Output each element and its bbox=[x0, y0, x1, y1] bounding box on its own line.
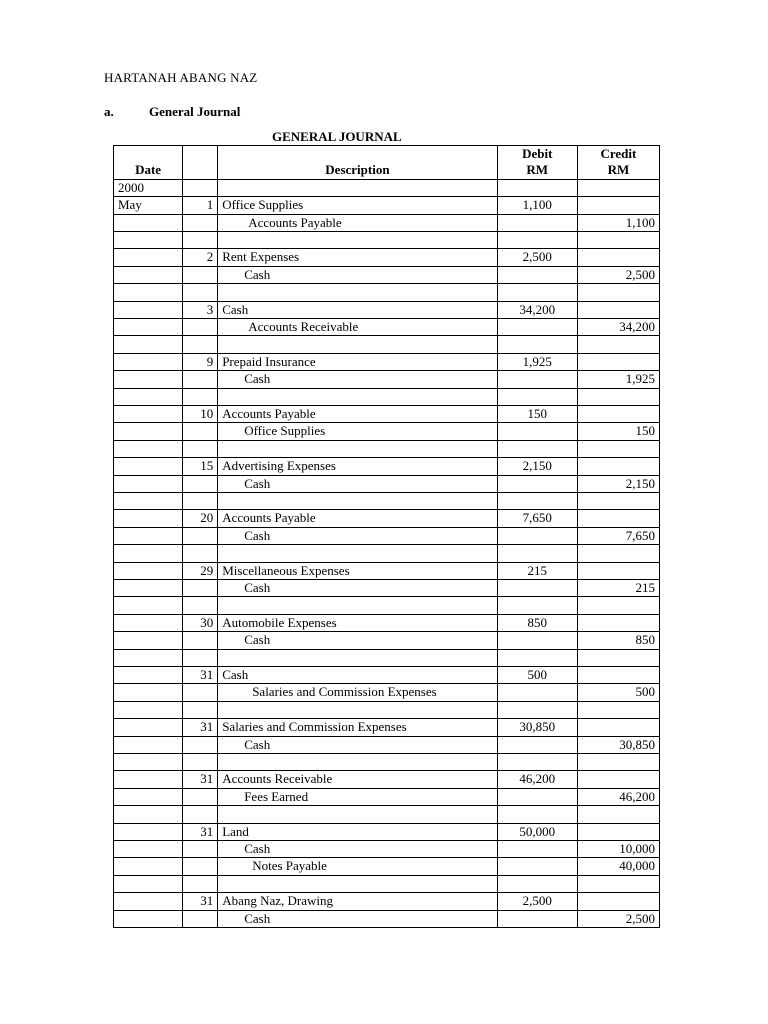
credit-account-cell: Cash bbox=[218, 475, 498, 492]
credit-account-cell: Notes Payable bbox=[218, 858, 498, 875]
credit-amount-cell: 2,500 bbox=[577, 266, 659, 283]
debit-amount-cell bbox=[497, 371, 577, 388]
journal-entry-debit-row bbox=[114, 893, 660, 910]
debit-account-cell: Abang Naz, Drawing bbox=[218, 893, 498, 910]
credit-amount-cell: 1,925 bbox=[577, 371, 659, 388]
company-name: HARTANAH ABANG NAZ bbox=[104, 70, 258, 85]
journal-entry-credit-row bbox=[114, 266, 660, 283]
credit-account-cell: Accounts Receivable bbox=[218, 319, 498, 336]
date-cell bbox=[114, 371, 183, 388]
date-cell bbox=[114, 893, 183, 910]
credit-amount-cell: 1,100 bbox=[577, 214, 659, 231]
day-cell: 31 bbox=[183, 823, 218, 840]
date-cell bbox=[114, 580, 183, 597]
journal-title: GENERAL JOURNAL bbox=[272, 129, 402, 144]
debit-amount-cell bbox=[497, 214, 577, 231]
journal-entry-debit-row bbox=[114, 197, 660, 214]
date-cell bbox=[114, 406, 183, 423]
credit-account-cell: Office Supplies bbox=[218, 423, 498, 440]
journal-entry-credit-row bbox=[114, 910, 660, 927]
day-cell bbox=[183, 266, 218, 283]
date-cell bbox=[114, 910, 183, 927]
credit-amount-cell bbox=[577, 719, 659, 736]
credit-amount-cell bbox=[577, 406, 659, 423]
debit-amount-cell: 1,925 bbox=[497, 353, 577, 370]
debit-amount-cell bbox=[497, 423, 577, 440]
day-cell: 29 bbox=[183, 562, 218, 579]
debit-amount-cell: 150 bbox=[497, 406, 577, 423]
spacer-row bbox=[114, 806, 660, 823]
journal-entry-debit-row bbox=[114, 353, 660, 370]
journal-entry-credit-row bbox=[114, 684, 660, 701]
credit-amount-cell bbox=[577, 197, 659, 214]
debit-amount-cell bbox=[497, 319, 577, 336]
credit-amount-cell: 10,000 bbox=[577, 841, 659, 858]
day-cell bbox=[183, 319, 218, 336]
journal-entry-credit-row bbox=[114, 736, 660, 753]
date-cell bbox=[114, 319, 183, 336]
spacer-row bbox=[114, 232, 660, 249]
date-cell bbox=[114, 841, 183, 858]
credit-account-cell: Cash bbox=[218, 371, 498, 388]
date-cell bbox=[114, 632, 183, 649]
date-cell bbox=[114, 823, 183, 840]
date-cell bbox=[114, 353, 183, 370]
date-cell bbox=[114, 527, 183, 544]
year-row bbox=[114, 179, 660, 196]
credit-account-cell: Cash bbox=[218, 841, 498, 858]
day-cell bbox=[183, 684, 218, 701]
date-cell bbox=[114, 249, 183, 266]
credit-amount-cell: 850 bbox=[577, 632, 659, 649]
debit-amount-cell: 2,500 bbox=[497, 249, 577, 266]
day-cell: 31 bbox=[183, 771, 218, 788]
debit-amount-cell: 2,500 bbox=[497, 893, 577, 910]
debit-amount-cell: 30,850 bbox=[497, 719, 577, 736]
debit-amount-cell bbox=[497, 475, 577, 492]
spacer-row bbox=[114, 875, 660, 892]
debit-account-cell: Land bbox=[218, 823, 498, 840]
debit-account-cell: Miscellaneous Expenses bbox=[218, 562, 498, 579]
spacer-row bbox=[114, 336, 660, 353]
date-cell bbox=[114, 301, 183, 318]
spacer-row bbox=[114, 754, 660, 771]
year-cell: 2000 bbox=[114, 179, 183, 196]
spacer-row bbox=[114, 545, 660, 562]
date-cell bbox=[114, 788, 183, 805]
credit-amount-cell bbox=[577, 667, 659, 684]
date-cell bbox=[114, 771, 183, 788]
debit-account-cell: Automobile Expenses bbox=[218, 614, 498, 631]
credit-amount-cell: 40,000 bbox=[577, 858, 659, 875]
journal-entry-debit-row bbox=[114, 771, 660, 788]
day-cell: 31 bbox=[183, 667, 218, 684]
date-cell bbox=[114, 266, 183, 283]
journal-entry-credit-row bbox=[114, 423, 660, 440]
day-cell: 3 bbox=[183, 301, 218, 318]
journal-entry-debit-row bbox=[114, 406, 660, 423]
day-cell: 10 bbox=[183, 406, 218, 423]
journal-entry-debit-row bbox=[114, 249, 660, 266]
journal-entry-credit-row bbox=[114, 214, 660, 231]
general-journal-table bbox=[113, 145, 660, 928]
debit-account-cell: Accounts Payable bbox=[218, 510, 498, 527]
credit-amount-cell: 34,200 bbox=[577, 319, 659, 336]
credit-amount-cell: 150 bbox=[577, 423, 659, 440]
credit-account-cell: Cash bbox=[218, 527, 498, 544]
credit-account-cell: Cash bbox=[218, 736, 498, 753]
spacer-row bbox=[114, 597, 660, 614]
journal-entry-credit-row bbox=[114, 841, 660, 858]
credit-account-cell: Cash bbox=[218, 580, 498, 597]
spacer-row bbox=[114, 388, 660, 405]
table-header-row bbox=[114, 146, 660, 180]
day-header bbox=[183, 146, 218, 180]
day-cell bbox=[183, 841, 218, 858]
credit-amount-cell bbox=[577, 614, 659, 631]
date-cell bbox=[114, 736, 183, 753]
credit-account-cell: Cash bbox=[218, 266, 498, 283]
journal-entry-debit-row bbox=[114, 562, 660, 579]
date-cell bbox=[114, 684, 183, 701]
debit-amount-cell: 850 bbox=[497, 614, 577, 631]
journal-entry-credit-row bbox=[114, 632, 660, 649]
day-cell bbox=[183, 214, 218, 231]
debit-account-cell: Rent Expenses bbox=[218, 249, 498, 266]
debit-account-cell: Office Supplies bbox=[218, 197, 498, 214]
description-header: Description bbox=[218, 146, 498, 180]
day-cell bbox=[183, 580, 218, 597]
debit-amount-cell: 46,200 bbox=[497, 771, 577, 788]
credit-amount-cell: 2,500 bbox=[577, 910, 659, 927]
debit-account-cell: Prepaid Insurance bbox=[218, 353, 498, 370]
debit-amount-cell bbox=[497, 910, 577, 927]
debit-account-cell: Accounts Receivable bbox=[218, 771, 498, 788]
journal-entry-credit-row bbox=[114, 580, 660, 597]
debit-amount-cell bbox=[497, 788, 577, 805]
credit-account-cell: Accounts Payable bbox=[218, 214, 498, 231]
date-cell bbox=[114, 562, 183, 579]
spacer-row bbox=[114, 649, 660, 666]
day-cell: 1 bbox=[183, 197, 218, 214]
day-cell: 9 bbox=[183, 353, 218, 370]
credit-amount-cell: 30,850 bbox=[577, 736, 659, 753]
credit-account-cell: Salaries and Commission Expenses bbox=[218, 684, 498, 701]
day-cell: 20 bbox=[183, 510, 218, 527]
credit-amount-cell: 2,150 bbox=[577, 475, 659, 492]
day-cell bbox=[183, 632, 218, 649]
journal-entry-credit-row bbox=[114, 319, 660, 336]
debit-amount-cell bbox=[497, 736, 577, 753]
debit-amount-cell: 7,650 bbox=[497, 510, 577, 527]
credit-account-cell: Cash bbox=[218, 632, 498, 649]
journal-entry-debit-row bbox=[114, 301, 660, 318]
debit-amount-cell bbox=[497, 841, 577, 858]
credit-amount-cell bbox=[577, 249, 659, 266]
date-header: Date bbox=[114, 146, 183, 180]
debit-amount-cell bbox=[497, 684, 577, 701]
debit-amount-cell bbox=[497, 580, 577, 597]
date-cell bbox=[114, 614, 183, 631]
section-letter: a. bbox=[104, 104, 114, 119]
date-cell bbox=[114, 458, 183, 475]
debit-account-cell: Accounts Payable bbox=[218, 406, 498, 423]
journal-entry-debit-row bbox=[114, 719, 660, 736]
credit-account-cell: Fees Earned bbox=[218, 788, 498, 805]
credit-amount-cell bbox=[577, 893, 659, 910]
day-cell bbox=[183, 527, 218, 544]
date-cell bbox=[114, 858, 183, 875]
debit-amount-cell: 1,100 bbox=[497, 197, 577, 214]
credit-amount-cell: 500 bbox=[577, 684, 659, 701]
credit-header: Credit RM bbox=[577, 146, 659, 180]
credit-amount-cell: 46,200 bbox=[577, 788, 659, 805]
date-cell bbox=[114, 719, 183, 736]
day-cell bbox=[183, 910, 218, 927]
debit-account-cell: Cash bbox=[218, 667, 498, 684]
spacer-row bbox=[114, 284, 660, 301]
journal-entry-debit-row bbox=[114, 823, 660, 840]
debit-account-cell: Cash bbox=[218, 301, 498, 318]
credit-amount-cell bbox=[577, 353, 659, 370]
day-cell: 2 bbox=[183, 249, 218, 266]
debit-amount-cell: 34,200 bbox=[497, 301, 577, 318]
journal-entry-debit-row bbox=[114, 614, 660, 631]
debit-amount-cell bbox=[497, 527, 577, 544]
day-cell bbox=[183, 736, 218, 753]
day-cell: 30 bbox=[183, 614, 218, 631]
credit-amount-cell bbox=[577, 510, 659, 527]
day-cell: 31 bbox=[183, 719, 218, 736]
month-cell: May bbox=[114, 197, 183, 214]
credit-amount-cell bbox=[577, 301, 659, 318]
debit-amount-cell: 500 bbox=[497, 667, 577, 684]
day-cell bbox=[183, 475, 218, 492]
credit-account-cell: Cash bbox=[218, 910, 498, 927]
date-cell bbox=[114, 214, 183, 231]
journal-entry-credit-row bbox=[114, 858, 660, 875]
credit-amount-cell bbox=[577, 823, 659, 840]
date-cell bbox=[114, 423, 183, 440]
journal-entry-debit-row bbox=[114, 510, 660, 527]
debit-amount-cell bbox=[497, 632, 577, 649]
spacer-row bbox=[114, 440, 660, 457]
date-cell bbox=[114, 475, 183, 492]
date-cell bbox=[114, 510, 183, 527]
journal-entry-debit-row bbox=[114, 667, 660, 684]
credit-amount-cell bbox=[577, 458, 659, 475]
journal-entry-credit-row bbox=[114, 527, 660, 544]
journal-entry-credit-row bbox=[114, 475, 660, 492]
debit-account-cell: Salaries and Commission Expenses bbox=[218, 719, 498, 736]
debit-amount-cell bbox=[497, 858, 577, 875]
debit-account-cell: Advertising Expenses bbox=[218, 458, 498, 475]
credit-amount-cell: 215 bbox=[577, 580, 659, 597]
section-title: General Journal bbox=[149, 104, 241, 119]
date-cell bbox=[114, 667, 183, 684]
journal-entry-credit-row bbox=[114, 371, 660, 388]
day-cell bbox=[183, 371, 218, 388]
day-cell bbox=[183, 858, 218, 875]
credit-amount-cell: 7,650 bbox=[577, 527, 659, 544]
debit-header: Debit RM bbox=[497, 146, 577, 180]
day-cell: 31 bbox=[183, 893, 218, 910]
day-cell bbox=[183, 788, 218, 805]
debit-amount-cell: 2,150 bbox=[497, 458, 577, 475]
debit-amount-cell: 50,000 bbox=[497, 823, 577, 840]
day-cell bbox=[183, 423, 218, 440]
journal-body bbox=[114, 179, 660, 927]
spacer-row bbox=[114, 493, 660, 510]
journal-entry-credit-row bbox=[114, 788, 660, 805]
spacer-row bbox=[114, 701, 660, 718]
journal-entry-debit-row bbox=[114, 458, 660, 475]
credit-amount-cell bbox=[577, 562, 659, 579]
credit-amount-cell bbox=[577, 771, 659, 788]
debit-amount-cell bbox=[497, 266, 577, 283]
day-cell: 15 bbox=[183, 458, 218, 475]
debit-amount-cell: 215 bbox=[497, 562, 577, 579]
